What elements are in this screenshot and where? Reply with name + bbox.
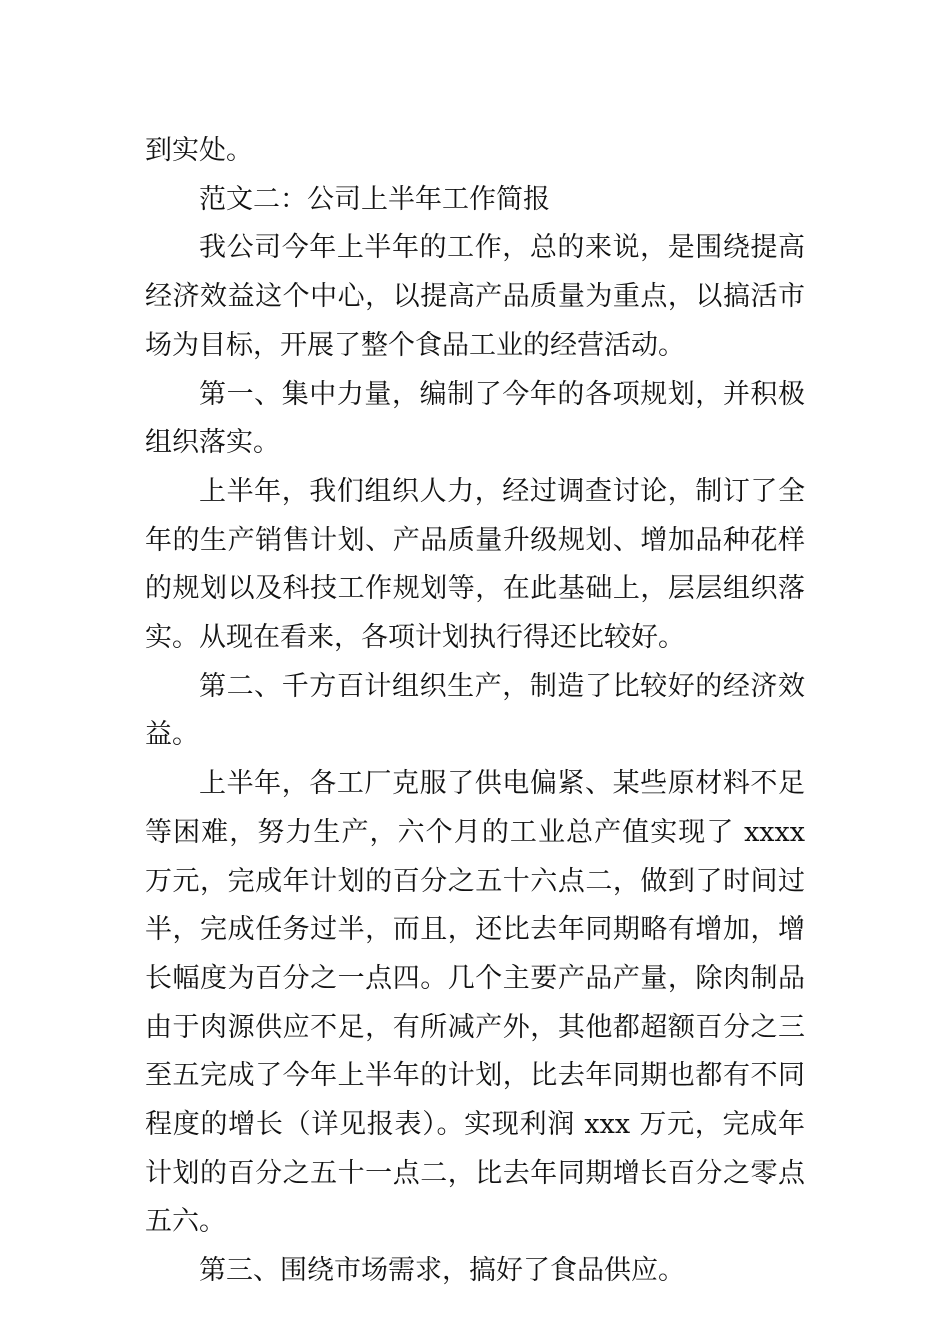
section-title: 范文二：公司上半年工作简报 (199, 183, 550, 215)
heading-first: 第一、集中力量，编制了今年的各项规划，并积极组织落实。 (145, 378, 805, 459)
heading-second: 第二、千方百计组织生产，制造了比较好的经济效益。 (145, 670, 805, 751)
heading-third: 第三、围绕市场需求，搞好了食品供应。 (199, 1255, 685, 1287)
document-body (145, 127, 805, 1296)
paragraph-first-body: 上半年，我们组织人力，经过调查讨论，制订了全年的生产销售计划、产品质量升级规划、增加品种花样的规划以及科技工作规划等，在此基础上，层层组织落实。从现在看来，各项计划执行得还比较好。 (145, 475, 805, 654)
paragraph-intro: 我公司今年上半年的工作，总的来说，是围绕提高经济效益这个中心，以提高产品质量为重点，以搞活市场为目标，开展了整个食品工业的经营活动。 (145, 232, 805, 361)
paragraph-1: 到实处。 (145, 135, 253, 166)
paragraph-second-body: 上半年，各工厂克服了供电偏紧、某些原材料不足等困难，努力生产，六个月的工业总产值实现了 xxxx 万元，完成年计划的百分之五十六点二，做到了时间过半，完成任务过半，而且，还比去年同期略有增加，增长幅度为百分之一点四。几个主要产品产量，除肉制品由于肉源供应不足，有所减产外，其他都超额百分之三至五完成了今年上半年的计划，比去年同期也都有不同程度的增长（详见报表）。实现利润 xxx 万元，完成年计划的百分之五十一点二，比去年同期增长百分之零点五六。 (145, 768, 805, 1238)
